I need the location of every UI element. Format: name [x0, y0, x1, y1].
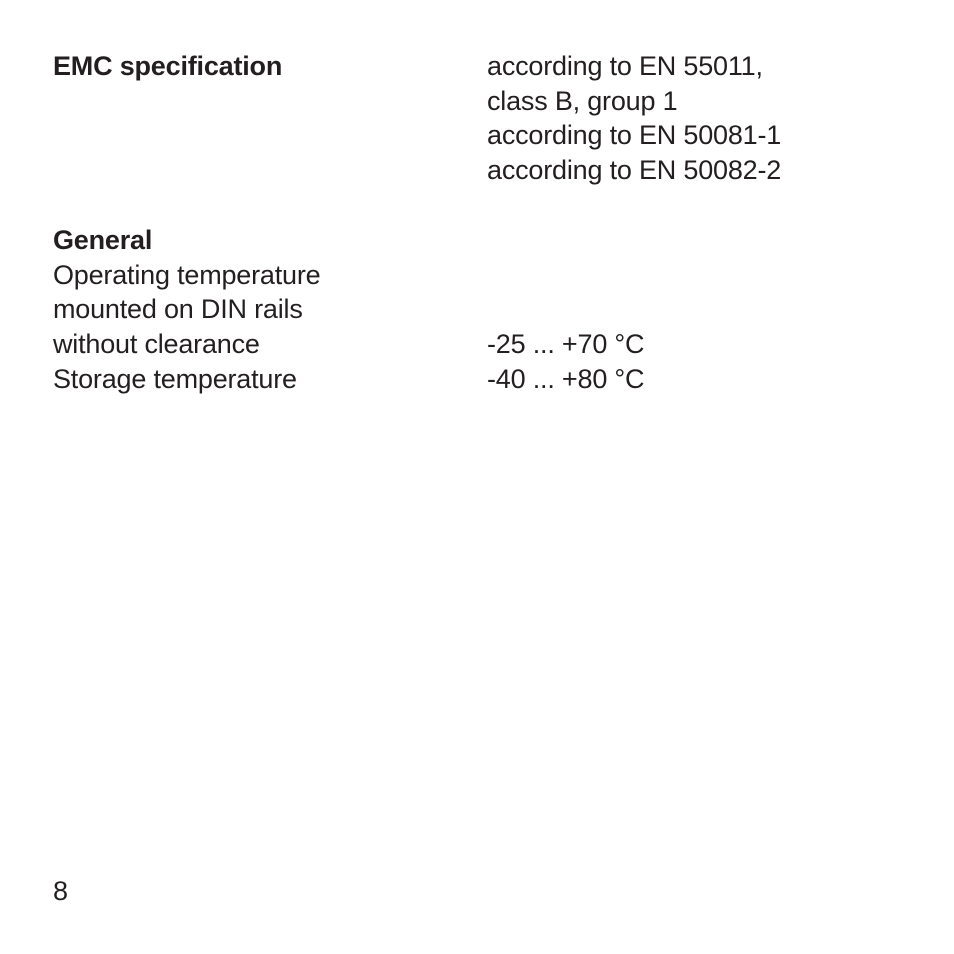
emc-heading: EMC specification [53, 51, 283, 81]
emc-value-4: according to EN 50082-2 [487, 155, 782, 185]
emc-value-3: according to EN 50081-1 [487, 120, 782, 150]
general-row-value-storage-temperature: -40 ... +80 °C [487, 364, 645, 394]
general-row-label-operating-temperature: Operating temperature [53, 260, 321, 290]
emc-value-1: according to EN 55011, [487, 51, 763, 81]
emc-value-2: class B, group 1 [487, 86, 678, 116]
general-row-label-din-rails: mounted on DIN rails [53, 294, 303, 324]
general-row-label-without-clearance: without clearance [53, 329, 260, 359]
general-row-value-without-clearance: -25 ... +70 °C [487, 329, 645, 359]
page-number: 8 [53, 876, 69, 906]
general-heading: General [53, 225, 153, 255]
general-row-label-storage-temperature: Storage temperature [53, 364, 297, 394]
